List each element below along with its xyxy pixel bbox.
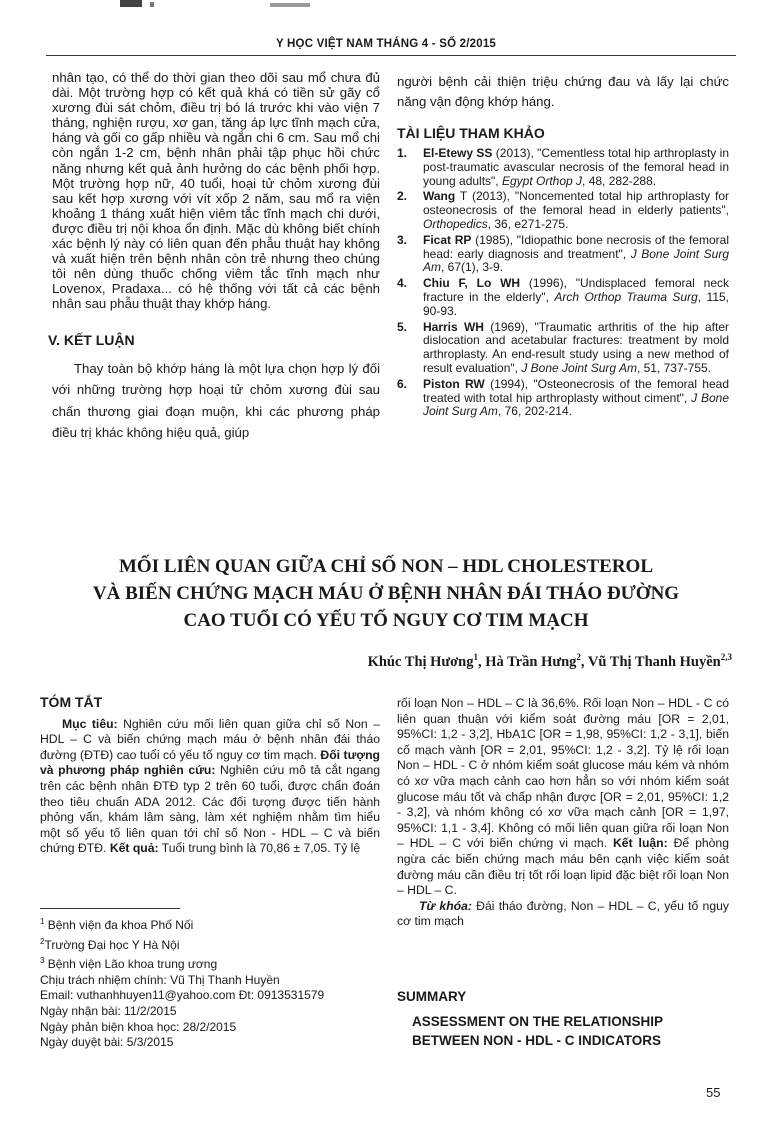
author-name: Vũ Thị Thanh Huyền — [587, 653, 721, 670]
author-affiliation: 1 — [473, 652, 478, 662]
date-reviewed: Ngày phản biện khoa học: 28/2/2015 — [40, 1019, 237, 1034]
footnotes — [40, 914, 380, 1051]
reference-item: 2. Wang T (2013), "Noncemented total hip arthroplasty for osteonecrosis of the femoral head in elderly patients", Orthopedics, 36, e271-275. — [397, 189, 729, 232]
abstract-paragraph: Mục tiêu: Nghiên cứu mối liên quan giữa chỉ số Non – HDL – C và biến chứng mạch máu ở bệnh nhân đái tháo đường (ĐTĐ) cao tuổi có yếu tố nguy cơ tim mạch. Đối tượng và phương pháp nghiên cứu: Nghiên cứu mô tả cắt ngang trên các bệnh nhân ĐTĐ typ 2 trên 60 tuổi, được chẩn đoán theo tiêu chuẩn ADA 2012. Các đối tượng được tiến hành phỏng vấn, khám lâm sàng, làm xét nghiệm nhằm tìm hiểu một số yếu tố liên quan tới chỉ số Non - HDL – C và biến chứng ĐTĐ. Kết quả: Tuổi trung bình là 70,86 ± 7,05. Tỷ lệ — [40, 716, 380, 856]
author-name: Khúc Thị Hương — [367, 653, 474, 670]
reference-item: 4. Chiu F, Lo WH (1996), "Undisplaced femoral neck fracture in the elderly", Arch Orthop Trauma Surg, 115, 90-93. — [397, 276, 730, 318]
references-list — [397, 147, 729, 419]
article-title — [40, 553, 732, 634]
conclusion-heading: V. KẾT LUẬN — [48, 331, 135, 348]
page-number: 55 — [706, 1085, 721, 1100]
abstract-right — [397, 696, 729, 930]
author-list: Khúc Thị Hương$^1$, Hà Trần Hưng$^2$, Vũ Thị Thanh Huyền$^{2,3}$ — [367, 652, 732, 670]
header-divider — [46, 55, 736, 56]
affiliation-note: $^1$ Bệnh viện đa khoa Phố Nối — [40, 917, 194, 932]
footnote-divider — [40, 908, 180, 909]
keywords-paragraph: Từ khóa: Đái tháo đường, Non – HDL – C, yếu tố nguy cơ tim mạch — [397, 898, 729, 929]
affiliation-note: $^3$ Bệnh viện Lão khoa trung ương — [40, 956, 218, 972]
title-line: VÀ BIẾN CHỨNG MẠCH MÁU Ở BỆNH NHÂN ĐÁI THÁO ĐƯỜNG — [92, 583, 680, 604]
date-received: Ngày nhận bài: 11/2/2015 — [40, 1003, 177, 1018]
reference-item: 3. Ficat RP (1985), "Idiopathic bone necrosis of the femoral head: early diagnosis and treatment", J Bone Joint Surg Am, 67(1), 3-9. — [397, 232, 729, 275]
author-affiliation: 2 — [576, 652, 581, 662]
summary-heading: SUMMARY — [397, 989, 467, 1004]
responsible-author: Chịu trách nhiệm chính: Vũ Thị Thanh Huyền — [40, 972, 280, 987]
abstract-left — [40, 695, 380, 857]
reference-item: 5. Harris WH (1969), "Traumatic arthritis of the hip after dislocation and acetabular fractures: treatment by mold arthroplasty. An end-result study using a new method of result evaluation", J Bone Joint Surg Am, 51, 737-755. — [397, 319, 730, 376]
left-column — [48, 70, 380, 444]
references-heading: TÀI LIỆU THAM KHẢO — [397, 125, 545, 141]
affiliation-note: $^2$Trường Đại học Y Hà Nội — [40, 936, 180, 952]
conclusion-paragraph: Thay toàn bộ khớp háng là một lựa chọn hợp lý đối với những trường hợp hoại tử chỏm xương đùi sau chấn thương giai đoạn muộn, khi các phương pháp điều trị khác không hiệu quả, giúp — [52, 360, 380, 441]
summary-title: ASSESSMENT ON THE RELATIONSHIP BETWEEN NON - HDL - C INDICATORS — [412, 1014, 664, 1048]
body-paragraph: người bệnh cải thiện triệu chứng đau và lấy lại chức năng vận động khớp háng. — [397, 74, 729, 109]
abstract-heading: TÓM TẮT — [40, 694, 103, 710]
title-line: CAO TUỔI CÓ YẾU TỐ NGUY CƠ TIM MẠCH — [183, 610, 589, 631]
title-line: MỐI LIÊN QUAN GIỮA CHỈ SỐ NON – HDL CHOLESTEROL — [118, 556, 654, 577]
right-column — [397, 72, 729, 421]
scan-mark-graphic — [120, 0, 320, 14]
reference-item: 1. El-Etewy SS (2013), "Cementless total hip arthroplasty in post-traumatic avascular necrosis of the femoral head in young adults", Egypt Orthop J, 48, 282-288. — [397, 146, 730, 188]
running-header: Y HỌC VIỆT NAM THÁNG 4 - SỐ 2/2015 — [275, 38, 497, 50]
author-name: Hà Trần Hưng — [485, 653, 577, 670]
date-approved: Ngày duyệt bài: 5/3/2015 — [40, 1035, 174, 1050]
author-affiliation: 2,3 — [720, 652, 732, 662]
body-paragraph: nhân tạo, có thể do thời gian theo dõi sau mổ chưa đủ dài. Một trường hợp có kết quả khá có tiền sử gãy cổ xương đùi sát chỏm, điều trị bó lá trước khi vào viện 7 tháng, nghiện rượu, xơ gan, tăng áp lực tĩnh mạch cửa, háng và gối co gấp nhiều và ngắn chi 6 cm. Sau mổ chi còn ngắn 1-2 cm, bệnh nhân phải tập phục hồi chức năng nhưng kết quả ảnh hưởng do các bệnh phối hợp. Một trường hợp nữ, 40 tuổi, hoại tử chỏm xương đùi sau kết hợp xương với vít xốp 2 năm, sau mổ ra viện khoảng 1 tháng xuất hiện viêm tắc tĩnh mạch chi dưới, được điều trị nội khoa ổn định. Mặc dù không biết chính xác bệnh lý này có liên quan đến phẫu thuật hay không và xuất hiện trên bệnh nhân còn trẻ nhưng theo chúng tôi nên dùng thuốc chống viêm tắc tĩnh mạch như Lovenox, Pradaxa... có hệ thống với tất cả các bệnh nhân sau phẫu thuật thay khớp háng. — [52, 70, 380, 312]
reference-item: 6. Piston RW (1994), "Osteonecrosis of the femoral head treated with total hip arthroplasty without ciment", J Bone Joint Surg Am, 76, 202-214. — [397, 376, 730, 419]
contact-email: Email: vuthanhhuyen11@yahoo.com Đt: 0913531579 — [40, 988, 325, 1003]
abstract-paragraph: rối loạn Non – HDL – C là 36,6%. Rối loạn Non – HDL - C có liên quan thuận với kiểm soát đường máu [OR = 2,01, 95%CI: 1,2 - 3,2], HbA1C [OR = 1,98, 95%CI: 1,2 - 3,1], biến cố mạch vành [OR = 2,01, 95%CI: 1,2 - 3,2]. Tỷ lệ rối loạn Non – HDL - C ở nhóm kiểm soát glucose máu kém và nhóm có xơ vữa mạch cảnh cao hơn hẳn so với nhóm kiểm soát glucose máu tốt và chấp nhận được [OR = 2,01, 95%CI: 1,2 - 3,2], và nhóm không có xơ vữa mạch cảnh [OR = 1,97, 95%CI: 1,1 - 3,4]. Không có mối liên quan giữa rối loạn Non – HDL – C với biến chứng vi mạch. Kết luận: Để phòng ngừa các biến chứng mạch máu bên cạnh việc kiểm soát đường máu cần điều trị tốt rối loạn lipid đặc biệt rối loạn Non – HDL – C. — [397, 696, 729, 898]
